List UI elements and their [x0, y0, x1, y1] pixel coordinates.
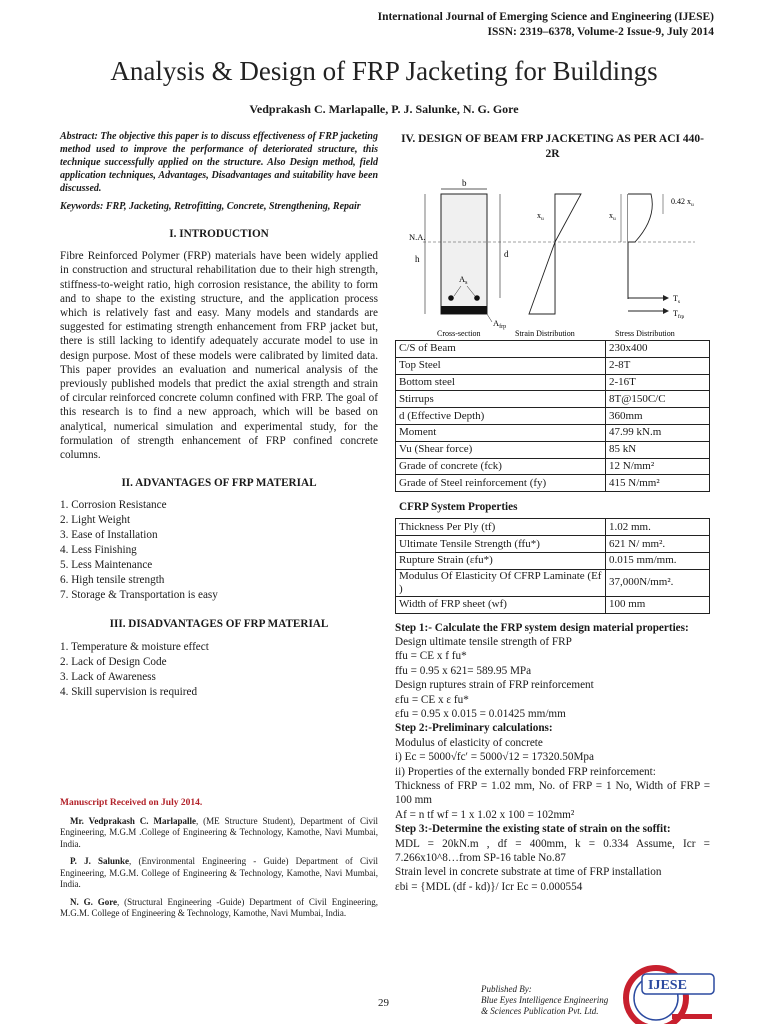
- author-bio: N. G. Gore, (Structural Engineering -Guide) Department of Civil Engineering, M.G.M. College of Engineering & Technology, Kamothe, Navi Mumbai, India.: [60, 896, 378, 919]
- label-042xu: 0.42 $x_u$: [671, 197, 694, 208]
- table-row: Width of FRP sheet (wf) 100 mm: [396, 596, 710, 613]
- label-xu2: $x_u$: [609, 211, 616, 222]
- ts-arrow-head: [663, 295, 669, 301]
- table-row: Rupture Strain (εfu*) 0.015 mm/mm.: [396, 552, 710, 569]
- table-row: d (Effective Depth) 360mm: [396, 408, 710, 425]
- logo-text: IJESE: [648, 978, 687, 993]
- calc-line: Af = n tf wf = 1 x 1.02 x 100 = 102mm²: [395, 808, 575, 821]
- step2-heading: Step 2:-Preliminary calculations:: [395, 722, 553, 735]
- list-item: 6. High tensile strength: [60, 574, 165, 587]
- tfrp-arrow-head: [663, 308, 669, 314]
- left-column: [60, 130, 378, 920]
- calc-line: Design ruptures strain of FRP reinforcement: [395, 679, 594, 692]
- section4-heading: IV. DESIGN OF BEAM FRP JACKETING AS PER ACI 440-2R: [401, 133, 704, 160]
- table-row: Grade of concrete (fck) 12 N/mm²: [396, 458, 710, 475]
- table-row: Moment 47.99 kN.m: [396, 424, 710, 441]
- manuscript-received: Manuscript Received on July 2014.: [60, 797, 203, 808]
- calc-line: Thickness of FRP = 1.02 mm, No. of FRP = 1 No, Width of FRP = 100 mm: [395, 780, 710, 807]
- caption-strain: Strain Distribution: [515, 329, 575, 338]
- disadvantages-list: [60, 640, 378, 700]
- label-d: d: [504, 249, 509, 259]
- rebar-left: [448, 295, 454, 301]
- list-item: 4. Skill supervision is required: [60, 685, 198, 698]
- publisher-info: Published By: Blue Eyes Intelligence Engineering & Sciences Publication Pvt. Ltd.: [481, 984, 609, 1016]
- calc-line: Strain level in concrete substrate at time of FRP installation: [395, 866, 662, 879]
- table-row: Bottom steel 2-16T: [396, 374, 710, 391]
- list-item: 5. Less Maintenance: [60, 559, 153, 572]
- strain-bottom-triangle: [529, 242, 555, 314]
- calc-line: εfu = 0.95 x 0.015 = 0.01425 mm/mm: [395, 708, 566, 720]
- intro-text: Fibre Reinforced Polymer (FRP) materials have been widely applied in construction and structural rehabilitation due to their high strength, stiffness-to-weight ratio, high corrosion resistance, the ability to form and to shape to the existing structure, and the application process which is relatively fast and easy. Many models and standards are suggested for estimating strength enhancement from FRP jacket but, there is still lacking to identify adequately accurate model to use in design purpose. Most of these models were calibrated by limited data. This paper provides an evaluation and numerical analysis of the previously published models that predict the axial strength and strain of circular reinforced concrete column confined with FRP. The goal of this research is to find a new approach, which will be based on analytical, numerical simulation and experimental study, for the formulation of strength enhancement of FRP confined concrete columns.: [60, 250, 378, 462]
- calculation-steps: [395, 621, 710, 895]
- calc-line: MDL = 20kN.m , df = 400mm, k = 0.334 Assume, Icr = 7.266x10^8…from SP-16 table No.87: [395, 837, 710, 865]
- cross-section-rect: [441, 194, 487, 314]
- table-row: C/S of Beam 230x400: [396, 341, 710, 358]
- cfrp-title: CFRP System Properties: [399, 501, 518, 514]
- disadvantages-heading: III. DISADVANTAGES OF FRP MATERIAL: [109, 618, 329, 631]
- label-b: b: [462, 178, 467, 188]
- author-bio: P. J. Salunke, (Environmental Engineering - Guide) Department of Civil Engineering, M.G.M. College of Engineering & Technology, Kamothe, Navi Mumbai, India.: [60, 856, 378, 890]
- step1-heading: Step 1:- Calculate the FRP system design material properties:: [395, 621, 689, 634]
- calc-line: ffu = 0.95 x 621= 589.95 MPa: [395, 664, 532, 677]
- table-row: Modulus Of Elasticity Of CFRP Laminate (Ef ) 37,000N/mm².: [396, 569, 710, 596]
- beam-diagram: [395, 174, 710, 340]
- journal-name: International Journal of Emerging Science and Engineering (IJESE): [377, 11, 714, 23]
- calc-line: Design ultimate tensile strength of FRP: [395, 635, 572, 648]
- afrp-arrow: [487, 314, 492, 322]
- list-item: 7. Storage & Transportation is easy: [60, 589, 218, 602]
- advantages-list: [60, 498, 378, 603]
- list-item: 2. Light Weight: [60, 514, 131, 527]
- journal-issn: ISSN: 2319–6378, Volume-2 Issue-9, July 2014: [487, 26, 714, 38]
- table-row: Ultimate Tensile Strength (ffu*) 621 N/ mm².: [396, 536, 710, 553]
- paper-authors: Vedprakash C. Marlapalle, P. J. Salunke, N. G. Gore: [249, 102, 519, 116]
- advantages-heading: II. ADVANTAGES OF FRP MATERIAL: [121, 477, 317, 490]
- list-item: 2. Lack of Design Code: [60, 655, 167, 668]
- journal-header: [378, 10, 714, 40]
- list-item: 1. Temperature & moisture effect: [60, 640, 209, 653]
- caption-stress: Stress Distribution: [615, 329, 675, 338]
- strain-top-triangle: [555, 194, 581, 242]
- list-item: 3. Lack of Awareness: [60, 670, 156, 683]
- table-row: Thickness Per Ply (tf) 1.02 mm.: [396, 519, 710, 536]
- stress-block: [628, 194, 652, 242]
- abstract: Abstract: The objective this paper is to discuss effectiveness of FRP jacketing method used to improve the performance of deteriorated structure, this technique successfully applied on the structure. Also Design method, field application techniques, Advantages, Disadvantages and suitability have been discussed.: [60, 131, 378, 194]
- calc-line: εfu = CE x ε fu*: [395, 693, 469, 706]
- rebar-right: [474, 295, 480, 301]
- table-row: Grade of Steel reinforcement (fy) 415 N/mm²: [396, 475, 710, 492]
- page-number: 29: [378, 997, 389, 1009]
- step3-heading: Step 3:-Determine the existing state of strain on the soffit:: [395, 823, 671, 836]
- keywords: Keywords: FRP, Jacketing, Retrofitting, Concrete, Strengthening, Repair: [60, 201, 361, 212]
- table-row: Top Steel 2-8T: [396, 357, 710, 374]
- table-row: Vu (Shear force) 85 kN: [396, 441, 710, 458]
- label-tfrp: $T_{frp}$: [673, 309, 685, 320]
- label-as: $A_s$: [459, 274, 468, 286]
- table-row: Stirrups 8T@150C/C: [396, 391, 710, 408]
- label-na: N.A.: [409, 232, 426, 242]
- label-h: h: [415, 254, 420, 264]
- calc-line: ffu = CE x f fu*: [395, 650, 467, 663]
- ijese-logo: [620, 958, 716, 1024]
- author-bio: Mr. Vedprakash C. Marlapalle, (ME Structure Student), Department of Civil Engineering, M.G.M .College of Engineering & Technology, Kamothe, Navi Mumbai, India.: [60, 815, 378, 849]
- paper-title: Analysis & Design of FRP Jacketing for Buildings: [110, 56, 658, 86]
- calc-line: i) Ec = 5000√fc′ = 5000√12 = 17320.50Mpa: [395, 751, 594, 764]
- label-afrp: $A_{frp}$: [493, 318, 507, 330]
- logo-bar: [672, 1014, 712, 1019]
- calc-line: Modulus of elasticity of concrete: [395, 736, 543, 749]
- intro-heading: I. INTRODUCTION: [169, 228, 269, 240]
- list-item: 3. Ease of Installation: [60, 529, 158, 542]
- right-column: [395, 130, 710, 894]
- caption-cross-section: Cross-section: [437, 329, 481, 338]
- cfrp-properties-table: [395, 518, 710, 613]
- beam-properties-table: [395, 340, 710, 492]
- frp-strip: [441, 306, 487, 314]
- calc-line: εbi = {MDL (df - kd)}/ Icr Ec = 0.000554: [395, 880, 583, 893]
- beam-diagram-svg: [395, 174, 710, 340]
- list-item: 1. Corrosion Resistance: [60, 499, 167, 512]
- calc-line: ii) Properties of the externally bonded FRP reinforcement:: [395, 765, 656, 778]
- label-ts: $T_s$: [673, 294, 681, 305]
- label-xu1: $x_u$: [537, 211, 544, 222]
- list-item: 4. Less Finishing: [60, 544, 137, 557]
